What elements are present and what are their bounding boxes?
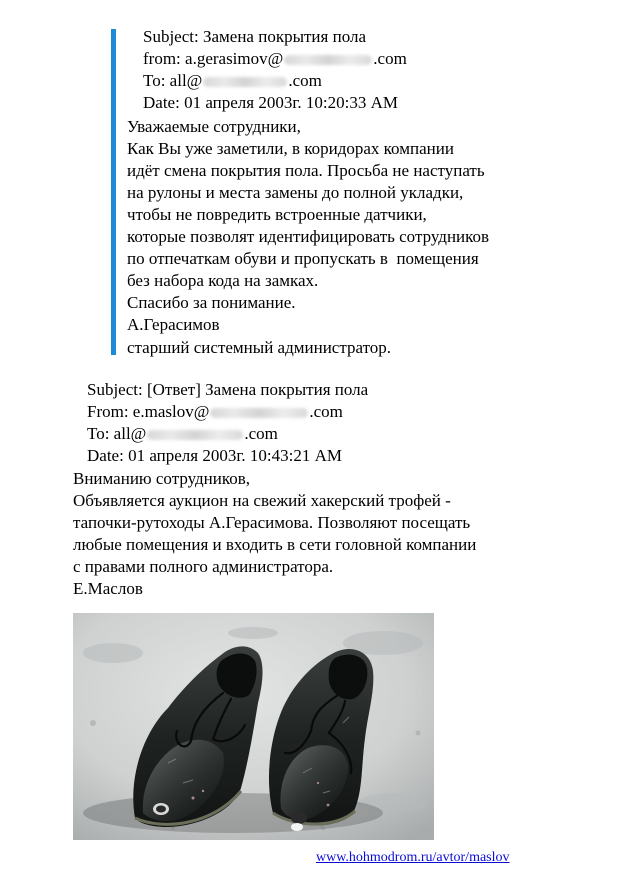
- message2-body-line: с правами полного администратора.: [73, 557, 334, 576]
- message2-date: Date: 01 апреля 2003г. 10:43:21 AM: [87, 446, 342, 465]
- redacted-domain: [210, 408, 308, 418]
- message1-body-line: по отпечаткам обуви и пропускать в помещения: [127, 249, 479, 268]
- message1-to-prefix: To: all@: [143, 71, 203, 90]
- message2-from: [87, 401, 343, 423]
- message1-body-line: идёт смена покрытия пола. Просьба не наступать: [127, 161, 485, 180]
- message2-body-line: любые помещения и входить в сети головной компании: [73, 535, 477, 554]
- message2-to-prefix: To: all@: [87, 424, 147, 443]
- message2-body-line: Объявляется аукцион на свежий хакерский трофей -: [73, 491, 451, 510]
- message2-to-suffix: .com: [244, 424, 278, 443]
- message2-from-suffix: .com: [309, 402, 343, 421]
- message1-signature-name: А.Герасимов: [127, 315, 220, 334]
- redacted-domain: [284, 55, 372, 65]
- message2-subject: Subject: [Ответ] Замена покрытия пола: [87, 380, 369, 399]
- message1-from-prefix: from: a.gerasimov@: [143, 49, 284, 68]
- message2-from-prefix: From: e.maslov@: [87, 402, 210, 421]
- message1-signature-title: старший системный администратор.: [127, 338, 392, 357]
- message1-from-suffix: .com: [373, 49, 407, 68]
- message1-to-suffix: .com: [288, 71, 322, 90]
- message1-subject: Subject: Замена покрытия пола: [143, 27, 367, 46]
- message2-signature: Е.Маслов: [73, 579, 143, 598]
- message1-body-line: без набора кода на замках.: [127, 271, 319, 290]
- message1-date: Date: 01 апреля 2003г. 10:20:33 AM: [143, 93, 398, 112]
- message1-body-line: Спасибо за понимание.: [127, 293, 296, 312]
- message1-from: [143, 48, 407, 70]
- message1-body-line: на рулоны и места замены до полной укладки,: [127, 183, 464, 202]
- redacted-domain: [147, 430, 243, 440]
- worn-shoes-photo: [73, 613, 434, 840]
- message1-body-line: Как Вы уже заметили, в коридорах компании: [127, 139, 454, 158]
- message1-body-line: чтобы не повредить встроенные датчики,: [127, 205, 427, 224]
- redacted-domain: [203, 77, 287, 87]
- author-link[interactable]: www.hohmodrom.ru/avtor/maslov: [316, 850, 510, 865]
- message1-to: [143, 70, 322, 92]
- message1-body-line: которые позволят идентифицировать сотрудников: [127, 227, 490, 246]
- message2-body-line: Вниманию сотрудников,: [73, 469, 251, 488]
- message2-to: [87, 423, 278, 445]
- message2-body-line: тапочки-рутоходы А.Герасимова. Позволяют посещать: [73, 513, 471, 532]
- message1-body-line: Уважаемые сотрудники,: [127, 117, 301, 136]
